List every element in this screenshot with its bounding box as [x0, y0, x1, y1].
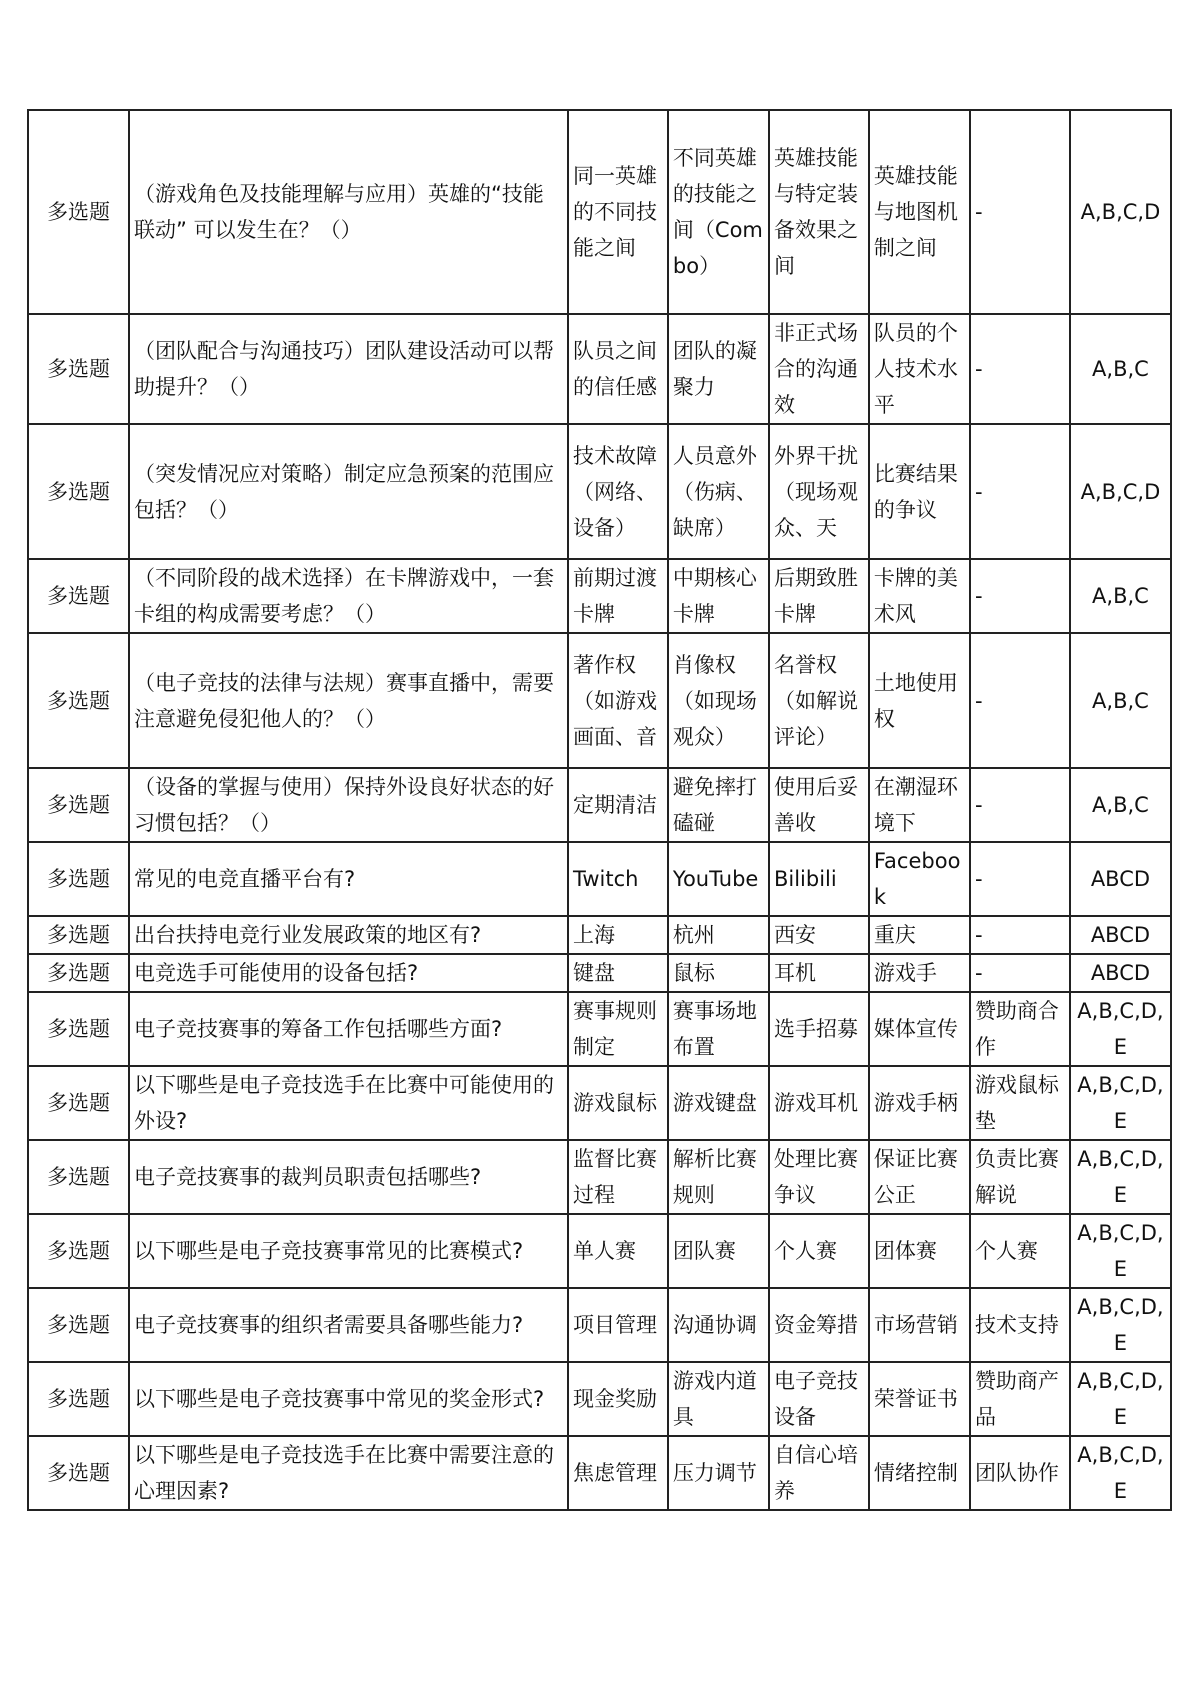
option-e-cell: 负责比赛解说	[970, 1140, 1070, 1214]
option-d-cell: 情绪控制	[869, 1436, 970, 1510]
option-c-cell: 资金筹措	[769, 1288, 869, 1362]
option-c-cell: 个人赛	[769, 1214, 869, 1288]
answer-cell: A,B,C,D,E	[1070, 1436, 1171, 1510]
table-row	[28, 1288, 1171, 1362]
option-d-cell: 卡牌的美术风	[869, 559, 970, 633]
question-type-cell: 多选题	[28, 1066, 129, 1140]
question-text-cell: 电子竞技赛事的裁判员职责包括哪些?	[129, 1140, 568, 1214]
option-c-cell: 耳机	[769, 954, 869, 992]
option-c-cell: 游戏耳机	[769, 1066, 869, 1140]
question-text-cell: 出台扶持电竞行业发展政策的地区有?	[129, 916, 568, 954]
option-e-cell: -	[970, 916, 1070, 954]
question-text-cell: 常见的电竞直播平台有?	[129, 842, 568, 916]
option-e-cell: -	[970, 424, 1070, 559]
question-table-body	[28, 110, 1171, 1510]
table-row	[28, 842, 1171, 916]
option-e-cell: 个人赛	[970, 1214, 1070, 1288]
option-c-cell: 外界干扰（现场观众、天	[769, 424, 869, 559]
answer-cell: A,B,C	[1070, 633, 1171, 768]
table-row	[28, 110, 1171, 314]
question-type-cell: 多选题	[28, 314, 129, 424]
answer-cell: A,B,C	[1070, 768, 1171, 842]
option-c-cell: 电子竞技设备	[769, 1362, 869, 1436]
option-c-cell: 选手招募	[769, 992, 869, 1066]
option-d-cell: 游戏手	[869, 954, 970, 992]
question-text-cell: （电子竞技的法律与法规）赛事直播中，需要注意避免侵犯他人的？（）	[129, 633, 568, 768]
option-a-cell: 焦虑管理	[568, 1436, 668, 1510]
option-b-cell: 杭州	[668, 916, 769, 954]
question-text-cell: （游戏角色及技能理解与应用）英雄的“技能联动” 可以发生在？（）	[129, 110, 568, 314]
question-type-cell: 多选题	[28, 768, 129, 842]
answer-cell: ABCD	[1070, 916, 1171, 954]
option-c-cell: 西安	[769, 916, 869, 954]
option-a-cell: 定期清洁	[568, 768, 668, 842]
option-e-cell: -	[970, 633, 1070, 768]
option-a-cell: 项目管理	[568, 1288, 668, 1362]
option-a-cell: 技术故障（网络、设备）	[568, 424, 668, 559]
option-b-cell: 避免摔打磕碰	[668, 768, 769, 842]
question-type-cell: 多选题	[28, 559, 129, 633]
answer-cell: A,B,C,D,E	[1070, 1214, 1171, 1288]
option-a-cell: 队员之间的信任感	[568, 314, 668, 424]
option-a-cell: 单人赛	[568, 1214, 668, 1288]
table-row	[28, 1214, 1171, 1288]
question-type-cell: 多选题	[28, 424, 129, 559]
option-b-cell: 团队赛	[668, 1214, 769, 1288]
question-text-cell: （突发情况应对策略）制定应急预案的范围应包括？（）	[129, 424, 568, 559]
table-row	[28, 1066, 1171, 1140]
option-c-cell: 英雄技能与特定装备效果之间	[769, 110, 869, 314]
table-row	[28, 954, 1171, 992]
answer-cell: A,B,C,D,E	[1070, 1362, 1171, 1436]
question-text-cell: （不同阶段的战术选择）在卡牌游戏中，一套卡组的构成需要考虑？（）	[129, 559, 568, 633]
option-d-cell: 土地使用权	[869, 633, 970, 768]
option-b-cell: 鼠标	[668, 954, 769, 992]
question-type-cell: 多选题	[28, 992, 129, 1066]
table-row	[28, 424, 1171, 559]
answer-cell: ABCD	[1070, 842, 1171, 916]
option-a-cell: 监督比赛过程	[568, 1140, 668, 1214]
question-type-cell: 多选题	[28, 110, 129, 314]
option-d-cell: 团体赛	[869, 1214, 970, 1288]
option-b-cell: 中期核心卡牌	[668, 559, 769, 633]
option-d-cell: 游戏手柄	[869, 1066, 970, 1140]
option-d-cell: 比赛结果的争议	[869, 424, 970, 559]
answer-cell: A,B,C,D	[1070, 110, 1171, 314]
option-c-cell: 使用后妥善收	[769, 768, 869, 842]
option-b-cell: 不同英雄的技能之间（Combo）	[668, 110, 769, 314]
option-c-cell: Bilibili	[769, 842, 869, 916]
answer-cell: A,B,C,D,E	[1070, 1288, 1171, 1362]
option-d-cell: 保证比赛公正	[869, 1140, 970, 1214]
option-d-cell: 市场营销	[869, 1288, 970, 1362]
option-c-cell: 处理比赛争议	[769, 1140, 869, 1214]
option-e-cell: -	[970, 559, 1070, 633]
option-a-cell: 上海	[568, 916, 668, 954]
option-e-cell: 赞助商产品	[970, 1362, 1070, 1436]
table-row	[28, 916, 1171, 954]
question-type-cell: 多选题	[28, 954, 129, 992]
question-text-cell: 以下哪些是电子竞技选手在比赛中可能使用的外设?	[129, 1066, 568, 1140]
answer-cell: A,B,C	[1070, 314, 1171, 424]
question-type-cell: 多选题	[28, 1362, 129, 1436]
option-b-cell: 压力调节	[668, 1436, 769, 1510]
option-a-cell: 著作权（如游戏画面、音	[568, 633, 668, 768]
option-d-cell: 重庆	[869, 916, 970, 954]
question-type-cell: 多选题	[28, 842, 129, 916]
question-type-cell: 多选题	[28, 1140, 129, 1214]
option-a-cell: Twitch	[568, 842, 668, 916]
question-text-cell: 电竞选手可能使用的设备包括?	[129, 954, 568, 992]
option-b-cell: 解析比赛规则	[668, 1140, 769, 1214]
option-c-cell: 后期致胜卡牌	[769, 559, 869, 633]
option-b-cell: 肖像权（如现场观众）	[668, 633, 769, 768]
table-row	[28, 1436, 1171, 1510]
question-table	[27, 109, 1172, 1511]
question-type-cell: 多选题	[28, 916, 129, 954]
answer-cell: A,B,C,D,E	[1070, 992, 1171, 1066]
question-text-cell: （团队配合与沟通技巧）团队建设活动可以帮助提升？（）	[129, 314, 568, 424]
question-text-cell: 电子竞技赛事的筹备工作包括哪些方面?	[129, 992, 568, 1066]
option-b-cell: 游戏内道具	[668, 1362, 769, 1436]
option-e-cell: -	[970, 110, 1070, 314]
option-a-cell: 同一英雄的不同技能之间	[568, 110, 668, 314]
table-row	[28, 314, 1171, 424]
option-a-cell: 键盘	[568, 954, 668, 992]
option-b-cell: YouTube	[668, 842, 769, 916]
answer-cell: A,B,C	[1070, 559, 1171, 633]
question-type-cell: 多选题	[28, 633, 129, 768]
answer-cell: A,B,C,D,E	[1070, 1140, 1171, 1214]
answer-cell: A,B,C,D,E	[1070, 1066, 1171, 1140]
question-text-cell: 以下哪些是电子竞技赛事中常见的奖金形式?	[129, 1362, 568, 1436]
question-text-cell: 以下哪些是电子竞技赛事常见的比赛模式?	[129, 1214, 568, 1288]
question-type-cell: 多选题	[28, 1288, 129, 1362]
table-row	[28, 559, 1171, 633]
option-e-cell: -	[970, 314, 1070, 424]
option-e-cell: -	[970, 842, 1070, 916]
table-row	[28, 1140, 1171, 1214]
option-d-cell: 在潮湿环境下	[869, 768, 970, 842]
option-b-cell: 团队的凝聚力	[668, 314, 769, 424]
option-a-cell: 赛事规则制定	[568, 992, 668, 1066]
option-a-cell: 前期过渡卡牌	[568, 559, 668, 633]
option-d-cell: Facebook	[869, 842, 970, 916]
question-text-cell: 电子竞技赛事的组织者需要具备哪些能力?	[129, 1288, 568, 1362]
question-type-cell: 多选题	[28, 1436, 129, 1510]
question-type-cell: 多选题	[28, 1214, 129, 1288]
option-c-cell: 自信心培养	[769, 1436, 869, 1510]
question-text-cell: 以下哪些是电子竞技选手在比赛中需要注意的心理因素?	[129, 1436, 568, 1510]
option-c-cell: 非正式场合的沟通效	[769, 314, 869, 424]
table-row	[28, 768, 1171, 842]
option-d-cell: 英雄技能与地图机制之间	[869, 110, 970, 314]
option-b-cell: 赛事场地布置	[668, 992, 769, 1066]
option-a-cell: 游戏鼠标	[568, 1066, 668, 1140]
option-d-cell: 队员的个人技术水平	[869, 314, 970, 424]
option-c-cell: 名誉权（如解说评论）	[769, 633, 869, 768]
option-b-cell: 游戏键盘	[668, 1066, 769, 1140]
option-e-cell: 团队协作	[970, 1436, 1070, 1510]
option-e-cell: -	[970, 768, 1070, 842]
option-e-cell: 游戏鼠标垫	[970, 1066, 1070, 1140]
option-e-cell: 技术支持	[970, 1288, 1070, 1362]
option-b-cell: 人员意外（伤病、缺席）	[668, 424, 769, 559]
answer-cell: A,B,C,D	[1070, 424, 1171, 559]
option-a-cell: 现金奖励	[568, 1362, 668, 1436]
option-b-cell: 沟通协调	[668, 1288, 769, 1362]
table-row	[28, 1362, 1171, 1436]
table-row	[28, 633, 1171, 768]
answer-cell: ABCD	[1070, 954, 1171, 992]
option-d-cell: 媒体宣传	[869, 992, 970, 1066]
option-e-cell: 赞助商合作	[970, 992, 1070, 1066]
table-row	[28, 992, 1171, 1066]
question-text-cell: （设备的掌握与使用）保持外设良好状态的好习惯包括？（）	[129, 768, 568, 842]
option-d-cell: 荣誉证书	[869, 1362, 970, 1436]
option-e-cell: -	[970, 954, 1070, 992]
